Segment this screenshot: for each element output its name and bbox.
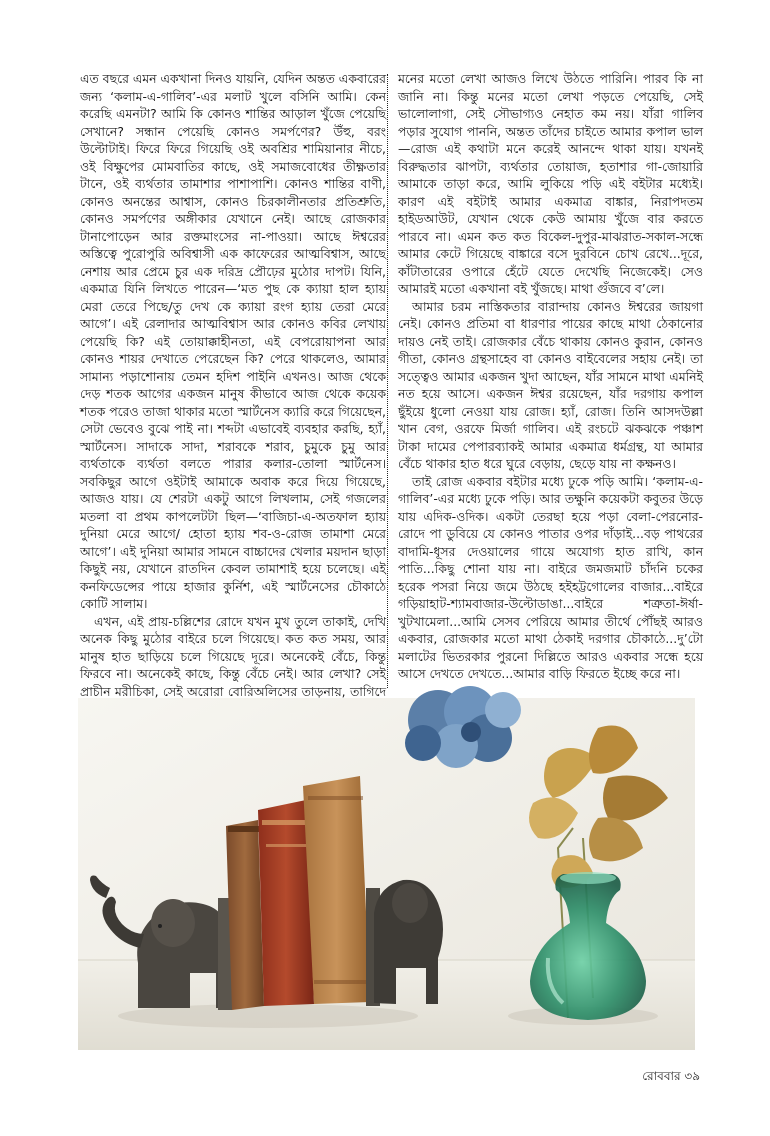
column-divider [387, 74, 388, 688]
article-column-left [80, 70, 386, 699]
blue-flower [405, 686, 521, 768]
article-paragraph: তাই রোজ একবার বইটার মধ্যে ঢুকে পড়ি আমি। ‘কলাম-এ-গালিব’-এর মধ্যে ঢুকে পড়ি। আর তক্ষুনি কয়েকটা কবুতর উড়ে যায় এদিক-ওদিক। একটা তেরছা হয়ে পড়া বেলা-পেরনোর-রোদে পা ডুবিয়ে যে কোনও পাতার ওপর দাঁড়াই...বড় পাথরের বাদামি-ধূসর দেওয়ালের গায়ে অযোগ্য হাত রাখি, কান পাতি...কিছু শোনা যায় না। বাইরে জমজমাট চাঁদনি চকের হরেক পসরা নিয়ে জমে উঠছে হইহট্টগোলের বাজার...বাইরে গড়িয়াহাট-শ্যামবাজার-উল্টোডাঙা...বাইরে শত্রুতা-ঈর্ষা-খুটখামেলা...আমি সেসব পেরিয়ে আমার তীর্থে পৌঁছই আরও একবার, রোজকার মতো মাথা ঠেকাই দরগার চৌকাঠে...দু’টো মলাটের ভিতরকার পুরনো দিল্লিতে আরও একবার সন্ধে হয়ে আসে দেখতে দেখতে...আমার বাড়ি ফিরতে ইচ্ছে করে না। [398, 473, 703, 681]
article-paragraph: মনের মতো লেখা আজও লিখে উঠতে পারিনি। পারব কি না জানি না। কিন্তু মনের মতো লেখা পড়তে পেয়েছি, সেই ভালোলাগা, সেই সৌভাগ্যও নেহাত কম নয়। যাঁরা গালিব পড়ার সুযোগ পাননি, অন্তত তাঁদের চাইতে আমার কপাল ভাল—রোজ এই কথাটা মনে করেই আনন্দে থাকা যায়। যখনই বিরুদ্ধতার ঝাপটা, ব্যর্থতার তোয়াজ, হতাশার গা-জোয়ারি আমাকে তাড়া করে, আমি লুকিয়ে পড়ি এই বইটার মধ্যেই। কারণ এই বইটাই আমার একমাত্র বাঙ্কার, নিরাপদতম হাইডআউট, যেখান থেকে কেউ আমায় খুঁজে বার করতে পারবে না। এমন কত কত বিকেল-দুপুর-মাঝরাত-সকাল-সন্ধে আমার কেটে গিয়েছে বাঙ্কারে বসে দুরবিনে চোখ রেখে...দূরে, কাঁটাতারের ওপারে হেঁটে যেতে দেখেছি নিজেকেই। সেও আমারই মতো একখানা বই খুঁজছে। মাথা গুঁজবে ব’লে। [398, 71, 703, 296]
article-column-right [398, 70, 703, 690]
page-footer [620, 1068, 700, 1088]
article-paragraph: আমার চরম নাস্তিকতার বারান্দায় কোনও ঈশ্বরের জায়গা নেই। কোনও প্রতিমা বা ধারণার পায়ের কাছে মাথা ঠেকানোর দায়ও নেই তাই। রোজকার বেঁচে থাকায় কোনও কুরান, কোনও গীতা, কোনও গ্রন্থসাহেব বা কোনও বাইবেলের সহায় নেই। তা সত্ত্বেও আমার একজন খুদা আছেন, যাঁর সামনে মাথা এমনিই নত হয়ে আসে। একজন ঈশ্বর রয়েছেন, যাঁর দরগায় কপাল ছুঁইয়ে ধুলো নেওয়া যায় রোজ। হ্যাঁ, রোজ। তিনি আসদউল্লা খান বেগ, ওরফে মির্জা গালিব। এই রংচটে ঝকঝকে পঞ্চাশ টাকা দামের পেপারব্যাকই আমার একমাত্র ধর্মগ্রন্থ, যা আমার বেঁচে থাকার হাত ধরে ঘুরে বেড়ায়, ছেড়ে যায় না কক্ষনও। [398, 298, 703, 471]
bookends-photo-illustration [78, 698, 695, 1050]
article-paragraph: এখন, এই প্রায়-চল্লিশের রোদে যখন মুখ তুলে তাকাই, দেখি অনেক কিছু মুঠোর বাইরে চলে গিয়েছে। কত কত সময়, আর মানুষ হাত ছাড়িয়ে চলে গিয়েছে দূরে। অনেকেই বেঁচে, কিন্তু ফিরবে না। অনেকেই কাছে, কিন্তু বেঁচে নেই। আর লেখা? সেই প্রাচীন মরীচিকা, সেই অরোরা বোরিঅলিসের তাড়নায়, তাগিদে [80, 613, 386, 699]
article-photo [78, 698, 695, 1050]
article-paragraph: এত বছরে এমন একখানা দিনও যায়নি, যেদিন অন্তত একবারের জন্য ‘কলাম-এ-গালিব’-এর মলাট খুলে বসিনি আমি। কেন করেছি এমনটা? আমি কি কোনও শান্তির আড়াল খুঁজে পেয়েছি সেখানে? সন্ধান পেয়েছি কোনও সমর্পণের? উঁহু, বরং উল্টোটাই। ফিরে ফিরে গিয়েছি ওই অবশ্রির শামিয়ানার নীচে, ওই বিক্ষুপের মোমবাতির কাছে, ওই সমাজবোধের তীক্ষ্ণতার টানে, ওই ব্যর্থতার তামাশার পাশাপাশি। কোনও শান্তির বাণী, কোনও অনন্তের আশ্বাস, কোনও চিরকালীনতার প্রতিশ্রুতি, কোনও সমর্পণের অঙ্গীকার যেখানে নেই। আছে রোজকার টানাপোড়েন আর রক্তমাংসের না-পাওয়া। আছে ঈশ্বরের অস্তিত্বে পুরোপুরি অবিশ্বাসী এক কাফেরের আত্মবিশ্বাস, আছে নেশায় আর প্রেমে চুর এক দরিদ্র প্রৌঢ়ের মুঠোর দাপট। যিনি, একমাত্র যিনি লিখতে পারেন—‘মত পুছ কে ক্যায়া হাল হ্যায় মেরা তেরে পিছে/তু দেখ কে ক্যায়া রংগ হ্যায় তেরা মেরে আগে’। এই রেলাদার আত্মবিশ্বাস আর কোনও কবির লেখায় পেয়েছি কি? এই তোয়াক্কাহীনতা, এই বেপরোয়াপনা আর কোনও শায়র দেখাতে পেরেছেন কি? পেরে থাকলেও, আমার সামান্য পড়াশোনায় তেমন হদিশ পাইনি এখনও। আজ থেকে দেড় শতক আগের একজন মানুষ কীভাবে আজ থেকে কয়েক শতক পরেও তাজা থাকার মতো স্মার্টনেস ক্যারি করে গিয়েছেন, সেটা ভেবেও বুঝে পাই না। শব্দটা এভাবেই ব্যবহার করছি, হ্যাঁ, স্মার্টনেস। সাদাকে সাদা, শরাবকে শরাব, চুমুকে চুমু আর ব্যর্থতাকে ব্যর্থতা বলতে পারার কলার-তোলা স্মার্টনেস। সবকিছুর আগে ওইটাই আমাকে অবাক করে দিয়ে গিয়েছে, আজও যায়। যে শেরটা একটু আগে লিখলাম, সেই গজলের মতলা বা প্রথম কাপলেটটা ছিল—‘বাজিচা-এ-অতফাল হ্যায় দুনিয়া মেরে আগে/ হোতা হ্যায় শব-ও-রোজ তামাশা মেরে আগে’। এই দুনিয়া আমার সামনে বাচ্চাদের খেলার ময়দান ছাড়া কিছুই নয়, যেখানে রাতদিন কেবল তামাশাই হয়ে চলেছে। এই কনফিডেন্সের পায়ে হাজার কুর্নিশ, এই স্মার্টনেসের চৌকাঠে কোটি সালাম। [80, 71, 386, 611]
page-number: ৩৯ [684, 1069, 700, 1083]
magazine-name: রোববার [642, 1069, 681, 1083]
